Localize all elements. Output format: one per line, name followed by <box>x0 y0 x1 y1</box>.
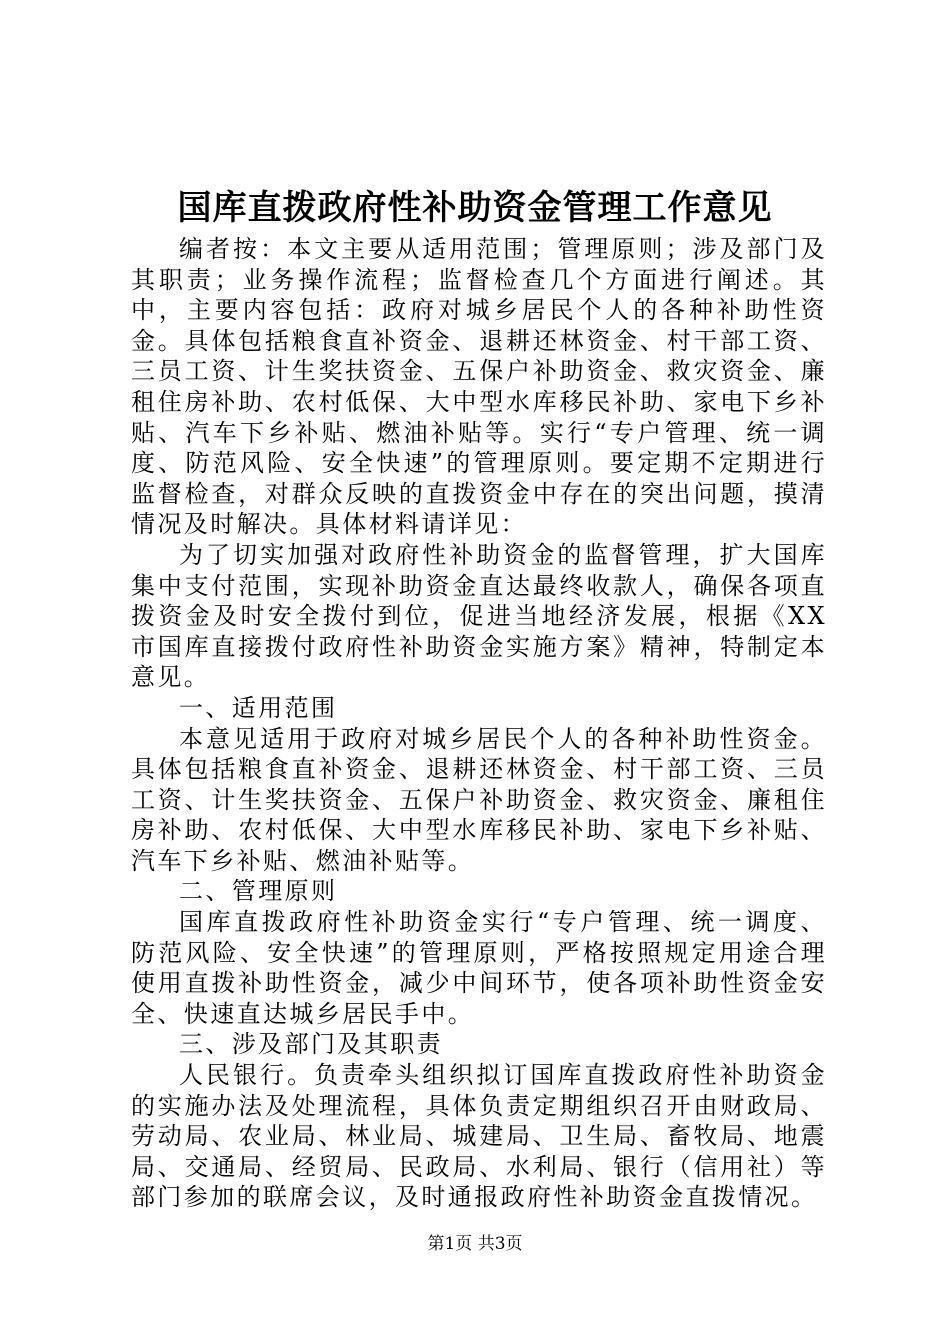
document-title: 国库直拨政府性补助资金管理工作意见 <box>177 188 773 228</box>
departments-paragraph: 人民银行。负责牵头组织拟订国库直拨政府性补助资金的实施办法及处理流程，具体负责定期组织召开由财政局、劳动局、农业局、林业局、城建局、卫生局、畜牧局、地震局、交通局、经贸局、民政局、水利局、银行（信用社）等部门参加的联席会议，及时通报政府性补助资金直拨情况。 <box>131 1061 827 1212</box>
section-heading-principles: 二、管理原则 <box>179 877 338 906</box>
principles-paragraph: 国库直拨政府性补助资金实行“专户管理、统一调度、防范风险、安全快速”的管理原则，严格按照规定用途合理使用直拨补助性资金，减少中间环节，使各项补助性资金安全、快速直达城乡居民手中。 <box>131 908 827 1028</box>
section-heading-scope: 一、适用范围 <box>179 693 338 722</box>
intro-paragraph: 为了切实加强对政府性补助资金的监督管理，扩大国库集中支付范围，实现补助资金直达最终收款人，确保各项直拨资金及时安全拨付到位，促进当地经济发展，根据《XX市国库直接拨付政府性补助资金实施方案》精神，特制定本意见。 <box>131 540 827 692</box>
editor-note-paragraph: 编者按：本文主要从适用范围；管理原则；涉及部门及其职责；业务操作流程；监督检查几个方面进行阐述。其中，主要内容包括：政府对城乡居民个人的各种补助性资金。具体包括粮食直补资金、退耕还林资金、村干部工资、三员工资、计生奖扶资金、五保户补助资金、救灾资金、廉租住房补助、农村低保、大中型水库移民补助、家电下乡补贴、汽车下乡补贴、燃油补贴等。实行“专户管理、统一调度、防范风险、安全快速”的管理原则。要定期不定期进行监督检查，对群众反映的直拨资金中存在的突出问题，摸清情况及时解决。具体材料请详见： <box>131 235 827 539</box>
document-body <box>131 234 827 1213</box>
page-number-footer: 第1页 共3页 <box>427 1234 523 1254</box>
scope-paragraph: 本意见适用于政府对城乡居民个人的各种补助性资金。具体包括粮食直补资金、退耕还林资金、村干部工资、三员工资、计生奖扶资金、五保户补助资金、救灾资金、廉租住房补助、农村低保、大中型水库移民补助、家电下乡补贴、汽车下乡补贴、燃油补贴等。 <box>131 724 827 875</box>
section-heading-departments: 三、涉及部门及其职责 <box>179 1030 443 1059</box>
